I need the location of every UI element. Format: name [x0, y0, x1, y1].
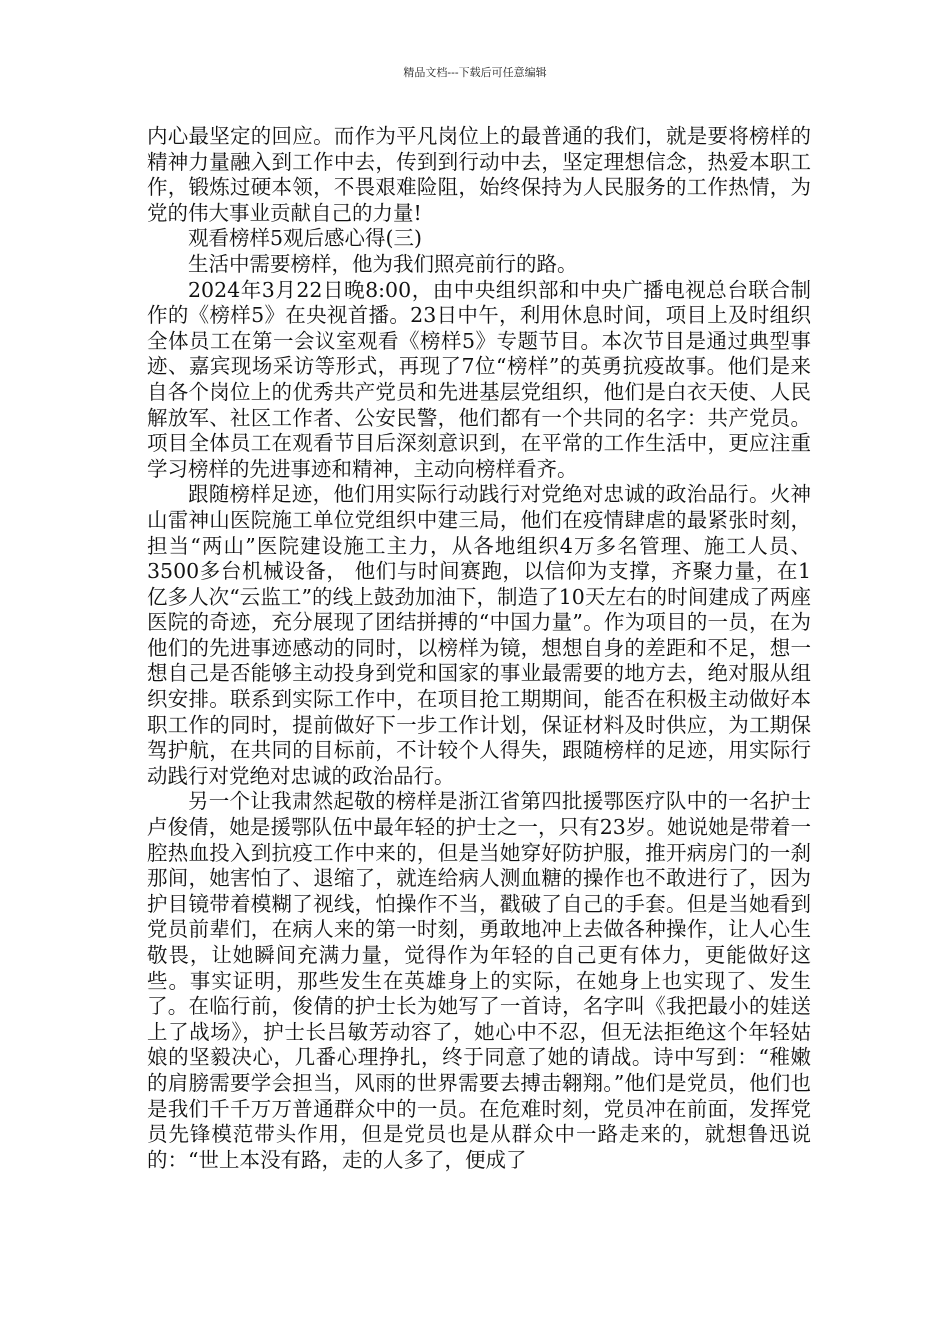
- page-header: 精品文档---下载后可任意编辑: [403, 66, 547, 79]
- paragraph-follow-example: 跟随榜样足迹，他们用实际行动践行对党绝对忠诚的政治品行。火神山雷神山医院施工单位党组织中建三局，他们在疫情肆虐的最紧张时刻，担当“两山”医院建设施工主力，从各地组织4万多名管理、施工人员、3500多台机械设备， 他们与时间赛跑，以信仰为支撑，齐聚力量，在1亿多人次“云监工”的线上鼓劲加油下，制造了10天左右的时间建成了两座医院的奇迹，充分展现了团结拼搏的“中国力量”。作为项目的一员，在为他们的先进事迹感动的同时，以榜样为镜，想想自身的差距和不足，想一想自己是否能够主动投身到党和国家的事业最需要的地方去，绝对服从组织安排。联系到实际工作中，在项目抢工期期间，能否在积极主动做好本职工作的同时，提前做好下一步工作计划，保证材料及时供应，为工期保驾护航，在共同的目标前，不计较个人得失，跟随榜样的足迹，用实际行动践行对党绝对忠诚的政治品行。: [147, 482, 811, 788]
- document-body: [147, 124, 811, 1173]
- paragraph-broadcast: 2024年3月22日晚8:00，由中央组织部和中央广播电视总台联合制作的《榜样5》在央视首播。23日中午，利用休息时间，项目上及时组织全体员工在第一会议室观看《榜样5》专题节目。本次节目是通过典型事迹、嘉宾现场采访等形式，再现了7位“榜样”的英勇抗疫故事。他们是来自各个岗位上的优秀共产党员和先进基层党组织，他们是白衣天使、人民解放军、社区工作者、公安民警，他们都有一个共同的名字：共产党员。项目全体员工在观看节目后深刻意识到，在平常的工作生活中，更应注重学习榜样的先进事迹和精神，主动向榜样看齐。: [147, 277, 811, 481]
- paragraph-intro: 生活中需要榜样，他为我们照亮前行的路。: [188, 251, 578, 276]
- paragraph-closing-continuation: 内心最坚定的回应。而作为平凡岗位上的最普通的我们，就是要将榜样的精神力量融入到工作中去，传到到行动中去，坚定理想信念，热爱本职工作，锻炼过硬本领，不畏艰难险阻，始终保持为人民服务的工作热情，为党的伟大事业贡献自己的力量!: [147, 124, 811, 225]
- section-title: 观看榜样5观后感心得(三): [188, 226, 423, 251]
- paragraph-nurse-story: 另一个让我肃然起敬的榜样是浙江省第四批援鄂医疗队中的一名护士卢俊倩，她是援鄂队伍中最年轻的护士之一，只有23岁。她说她是带着一腔热血投入到抗疫工作中来的，但是当她穿好防护服，推开病房门的一刹那间，她害怕了、退缩了，就连给病人测血糖的操作也不敢进行了，因为护目镜带着模糊了视线，怕操作不当，戳破了自己的手套。但是当她看到党员前辈们，在病人来的第一时刻，勇敢地冲上去做各种操作，让人心生敬畏，让她瞬间充满力量，觉得作为年轻的自己更有体力，更能做好这些。事实证明，那些发生在英雄身上的实际，在她身上也实现了、发生了。在临行前，俊倩的护士长为她写了一首诗，名字叫《我把最小的娃送上了战场》，护士长吕敏芳动容了，她心中不忍，但无法拒绝这个年轻姑娘的坚毅决心，几番心理挣扎，终于同意了她的请战。诗中写到：“稚嫩的肩膀需要学会担当，风雨的世界需要去搏击翱翔。”他们是党员，他们也是我们千千万万普通群众中的一员。在危难时刻，党员冲在前面，发挥党员先锋模范带头作用，但是党员也是从群众中一路走来的，就想鲁迅说的：“世上本没有路，走的人多了，便成了: [147, 789, 811, 1172]
